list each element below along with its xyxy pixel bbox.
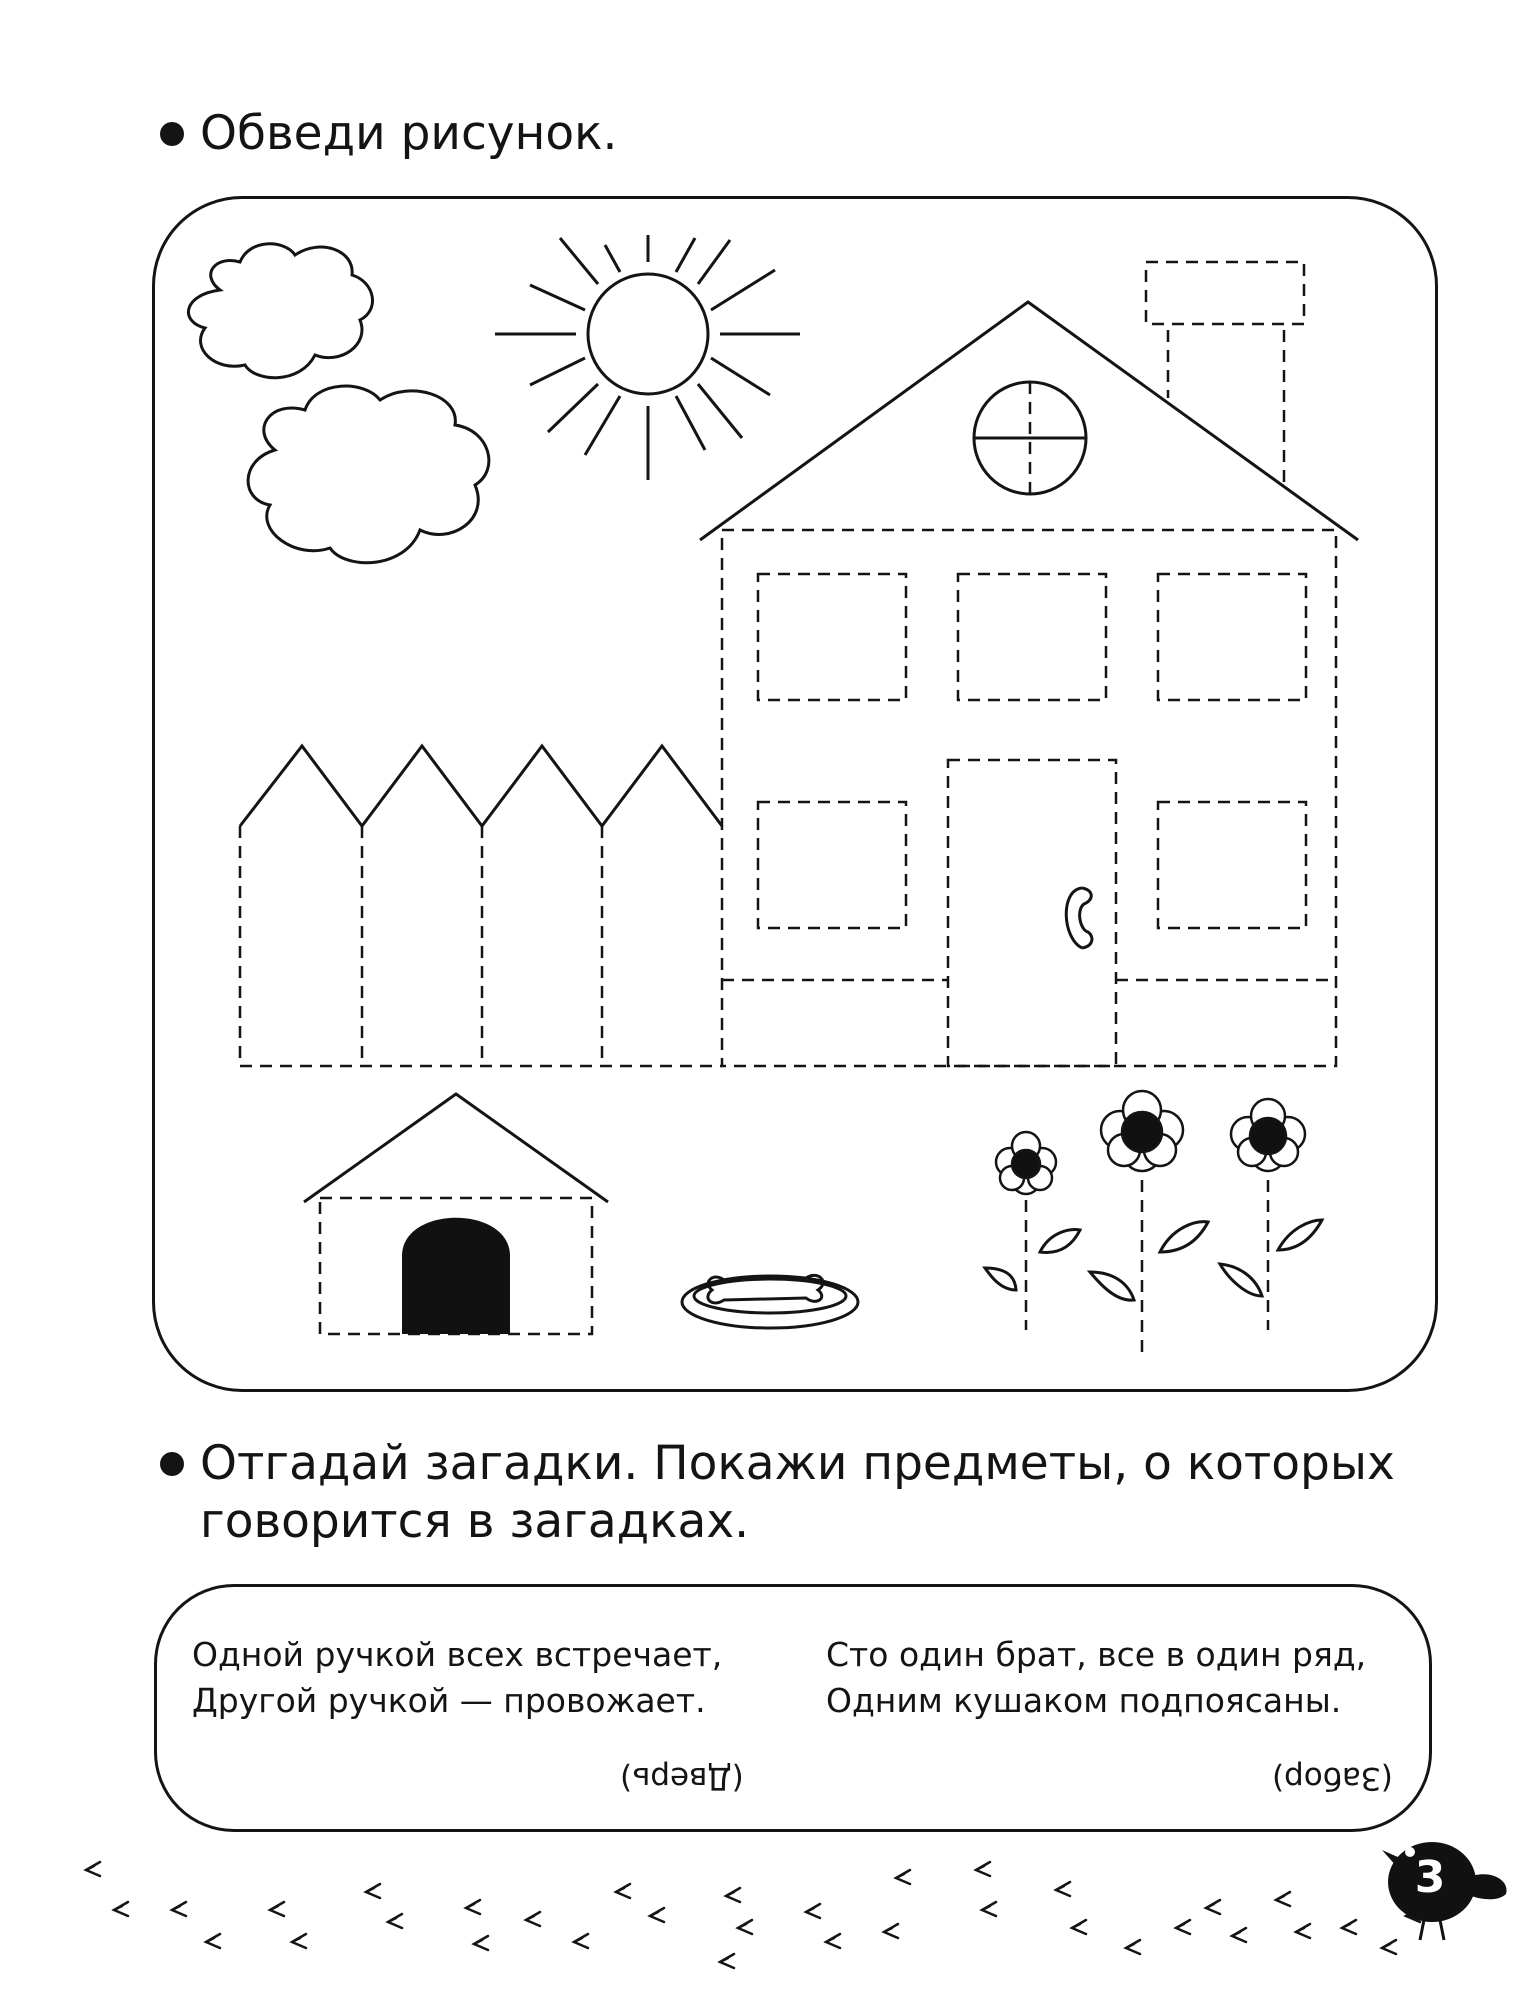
riddle-fence-text: Сто один брат, все в один ряд, Одним кушаком подпоясаны.: [826, 1635, 1367, 1720]
task2-line1: Отгадай загадки. Покажи предметы, о которых: [200, 1436, 1395, 1491]
riddle-door-text: Одной ручкой всех встречает, Другой ручкой — провожает.: [192, 1635, 723, 1720]
page-number: 3: [1414, 1852, 1446, 1903]
riddle-fence-answer: (Забор): [1272, 1760, 1393, 1796]
task2-line2: говорится в загадках.: [200, 1494, 750, 1549]
task1-title: Обведи рисунок.: [200, 106, 618, 161]
riddle-door-answer: (Дверь): [620, 1760, 744, 1796]
